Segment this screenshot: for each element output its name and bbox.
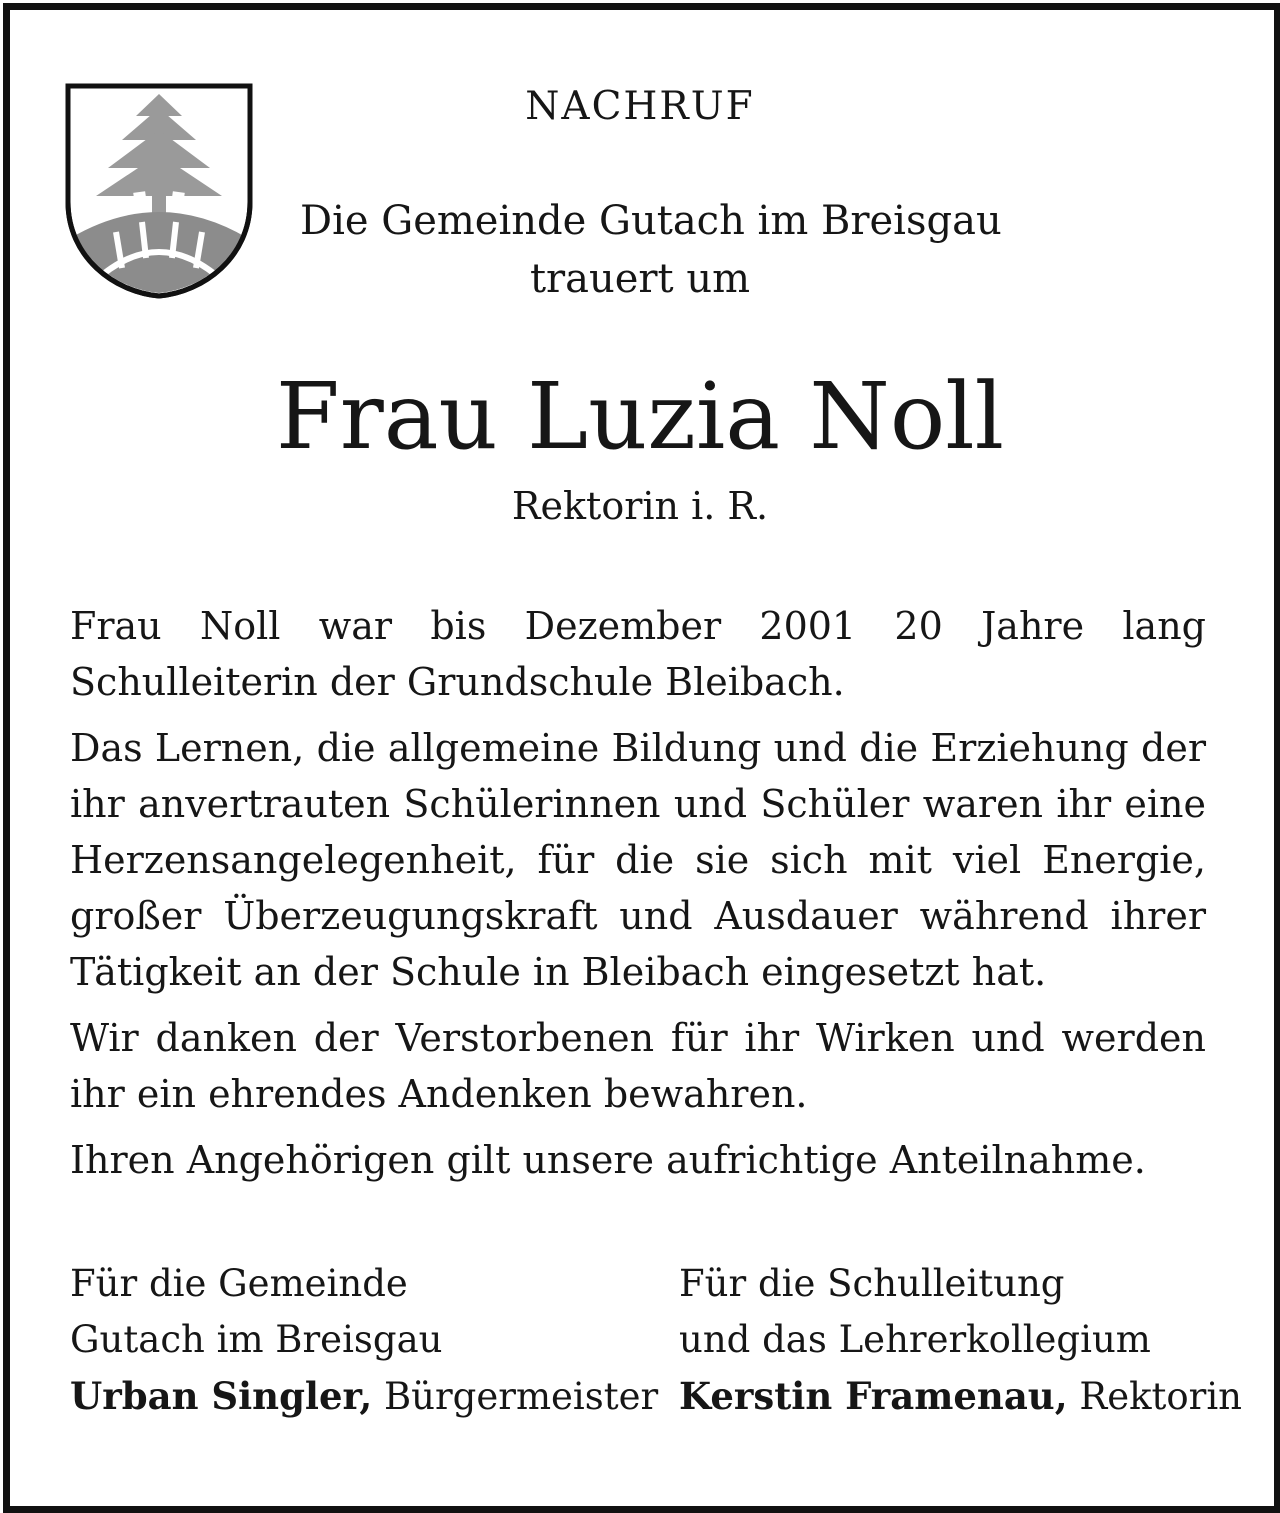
heading: NACHRUF [525,84,755,129]
obituary-body [70,598,1206,1198]
signatory-role: Bürgermeister [372,1375,659,1418]
paragraph: Frau Noll war bis Dezember 2001 20 Jahre lang Schulleiterin der Grundschule Bleibach. [70,604,1206,704]
signatory-name: Kerstin Framenau, [679,1374,1068,1418]
deceased-name: Frau Luzia Noll [275,363,1005,470]
paragraph: Ihren Angehörigen gilt unsere aufrichtige Anteilnahme. [70,1138,1146,1182]
intro-line-1: Die Gemeinde Gutach im Breisgau [300,198,1002,244]
signatory [679,1368,1242,1425]
signatory [70,1368,658,1425]
paragraph: Wir danken der Verstorbenen für ihr Wirken und werden ihr ein ehrendes Andenken bewahren. [70,1016,1206,1116]
signature-line: Für die Gemeinde [70,1262,408,1305]
signature-municipality [70,1256,658,1425]
signature-school [679,1256,1242,1425]
signature-line: Gutach im Breisgau [70,1318,443,1361]
intro-line-2: trauert um [529,256,751,302]
deceased-title: Rektorin i. R. [511,484,769,528]
signature-line: und das Lehrerkollegium [679,1318,1151,1361]
paragraph: Das Lernen, die allgemeine Bildung und die Erziehung der ihr anvertrauten Schülerinnen und Schüler waren ihr eine Herzensangelegenheit, für die sie sich mit viel Energie, großer Überzeugungskraft und Ausdauer während ihrer Tätigkeit an der Schule in Bleibach eingesetzt hat. [70,726,1206,994]
coat-of-arms-icon [64,82,254,300]
signatory-name: Urban Singler, [70,1374,373,1418]
signatory-role: Rektorin [1067,1375,1243,1418]
signature-line: Für die Schulleitung [679,1262,1065,1305]
